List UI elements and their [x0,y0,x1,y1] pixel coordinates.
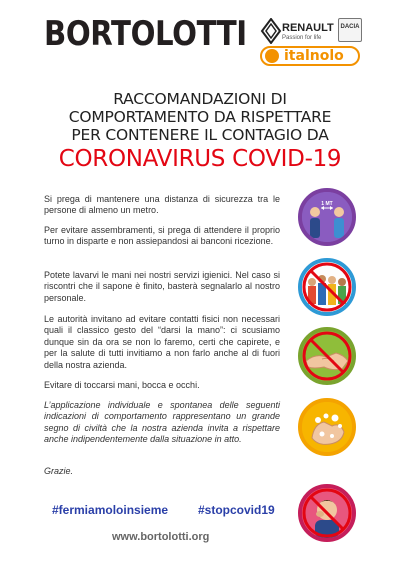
distance-label: 1 MT [321,201,333,207]
hand-washing-icon [298,398,356,456]
no-face-touch-icon [298,484,356,542]
paragraph-civility: L’applicazione individuale e spontanea delle seguenti indicazioni di comportamento rappresentano un grande segno di civiltà che la nostra azienda invita a rispettare anche indipendentemente dalla situazione in atto. [44,400,280,445]
italnolo-name: italnolo [284,48,344,64]
title-line-2: COMPORTAMENTO DA RISPETTARE [68,108,332,126]
distance-icon [298,188,356,246]
paragraph-distance: Si prega di mantenere una distanza di sicurezza tra le persone di almeno un metro. [44,194,280,216]
paragraph-thanks: Grazie. [44,466,74,476]
handshake-icon [298,327,356,385]
title-line-1: RACCOMANDAZIONI DI [113,90,287,108]
brand-logo-text: BORTOLOTTI [44,14,247,54]
no-crowd-icon [298,258,356,316]
paragraph-hand-wash: Potete lavarvi le mani nei nostri servizi igienici. Nel caso si riscontri che il sapone è finito, basterà segnalarlo al nostro personale. [44,270,280,303]
renault-name: RENAULT [282,22,334,34]
paragraph-queue: Per evitare assembramenti, si prega di attendere il proprio turno in disparte e non assiepandosi ai banconi ricezione. [44,225,280,247]
italnolo-logo [260,46,360,66]
paragraph-no-touch: Evitare di toccarsi mani, bocca e occhi. [44,380,200,390]
hashtag-fermiamoloinsieme: #fermiamoloinsieme [52,503,169,517]
renault-slogan: Passion for life [282,35,322,41]
paragraph-no-contact: Le autorità invitano ad evitare contatti fisici non necessari quali il classico gesto del “darsi la mano”: ci scusiamo dunque sin da ora se non lo faremo, certi che capirete, e per la salute di tutti invitiamo a non farlo anche al di fuori della nostra azienda. [44,314,280,370]
dacia-name: DACIA [340,24,360,30]
website-url[interactable]: www.bortolotti.org [112,531,210,543]
dacia-logo [338,18,362,42]
hashtag-stopcovid19: #stopcovid19 [198,503,275,517]
renault-logo-icon [260,18,282,44]
poster-headline: CORONAVIRUS COVID-19 [58,146,342,172]
italnolo-mark-icon [265,49,279,63]
poster-title [20,90,380,144]
title-line-3: PER CONTENERE IL CONTAGIO DA [71,126,329,144]
partner-logos [258,16,362,68]
